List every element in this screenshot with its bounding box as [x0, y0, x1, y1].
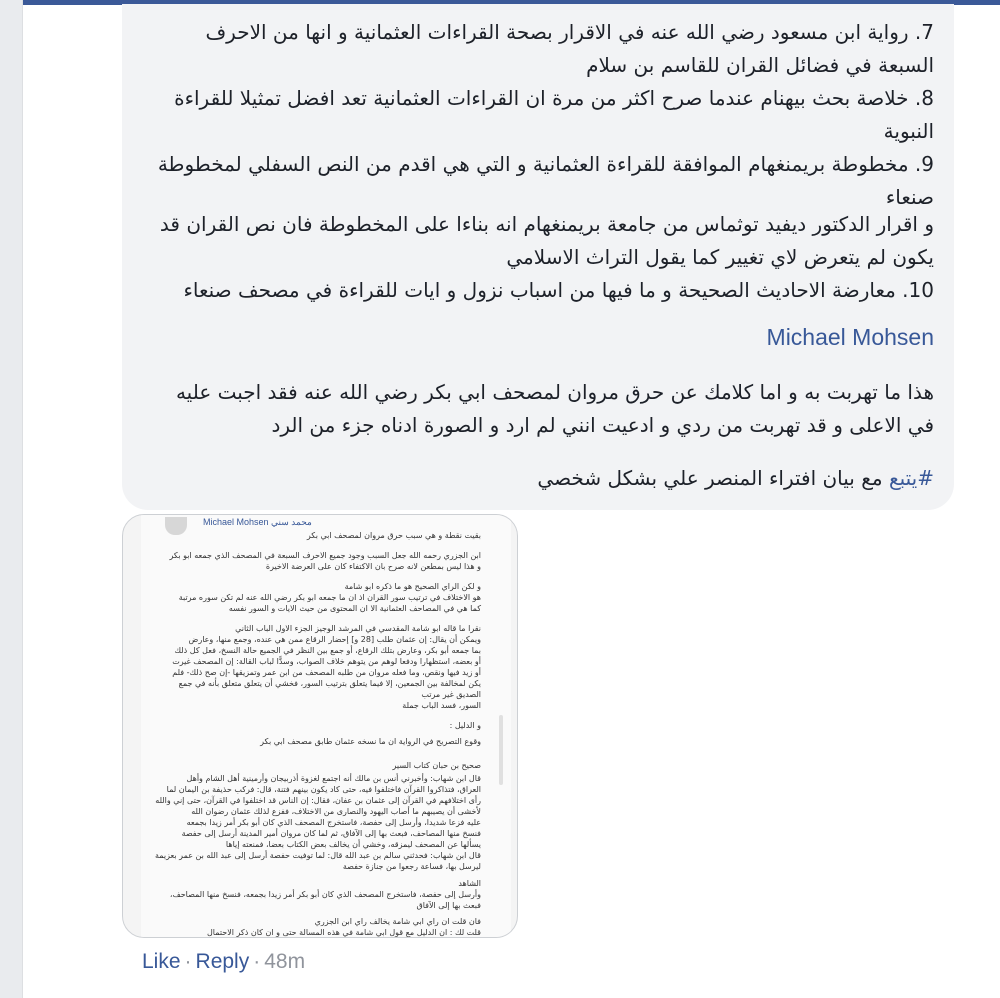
reply-last-line-text: مع بيان افتراء المنصر علي بشكل شخصي	[537, 466, 889, 490]
photo-text-line: لأخشى أن يصيبهم ما أصاب اليهود والنصارى من الاختلاف، ففزع لذلك عثمان رضوان الله	[191, 807, 481, 816]
photo-text-line: الشاهد	[458, 879, 481, 888]
photo-text-line: و لكن الراي الصحيح هو ما ذكره ابو شامة	[344, 582, 481, 591]
comment-actions	[142, 950, 305, 974]
photo-text-line: قال ابن شهاب: فحدثني سالم بن عبد الله قال: لما توفيت حفصة أرسل إلى عبد الله بن عمر بعزيمة	[154, 851, 481, 860]
comment-line: 7. رواية ابن مسعود رضي الله عنه في الاقرار بصحة القراءات العثمانية و انها من الاحرف	[205, 20, 934, 44]
photo-text-line: عليه فزعا شديدا، وأرسل إلى حفصة، فاستخرج المصحف الذي كان أبو بكر أمر زيدا بجمعه	[186, 818, 481, 827]
reply-last-line	[537, 462, 934, 495]
photo-text-line: فبعث بها إلى الآفاق	[416, 901, 481, 910]
photo-text-line: العراق، فتذاكروا القرآن فاختلفوا فيه، حتى كاد يكون بينهم فتنة، قال: فركب حذيفة بن اليمان لما	[166, 785, 481, 794]
attached-photo[interactable]	[122, 514, 518, 938]
photo-text-line: ابن الجزري رحمه الله جعل السبب وجود جميع الاحرف السبعة في المصحف الذي جمعه ابو بكر	[169, 551, 481, 560]
photo-text-line: أو بعضه، استظهارا ودفعا لوهم من يتوهم خلاف الصواب، وسدًّا لباب القالة: إن المصحف غيرت	[172, 657, 481, 666]
photo-scrollbar	[499, 715, 503, 785]
photo-screenshot	[141, 515, 511, 937]
left-rail	[0, 0, 23, 998]
comment-line: 9. مخطوطة بريمنغهام الموافقة للقراءة العثمانية و التي هي اقدم من النص السفلي لمخطوطة	[157, 152, 934, 176]
photo-text-line: وأرسل إلى حفصة، فاستخرج المصحف الذي كان أبو بكر أمر زيدا بجمعه، فنسخ منها المصاحف،	[169, 890, 481, 899]
photo-text-line: يسألها عن المصحف ليمزقه، وخشي أن يخالف بعض الكتاب بعضا، فمنعته إياها	[225, 840, 481, 849]
photo-text-line: الصديق غير مرتب	[421, 690, 481, 699]
photo-text-line: بما جمعه أبو بكر، وعارض بتلك الرقاع، أو جمع بين النظر في الجميع حالة النسخ، فعل كل ذلك	[174, 646, 481, 655]
timestamp-link[interactable]: 48m	[264, 950, 306, 973]
comment-line: 8. خلاصة بحث بيهنام عندما صرح اكثر من مرة ان القراءات العثمانية تعد افضل تمثيلا للقراءة	[174, 86, 934, 110]
like-link[interactable]: Like	[142, 950, 181, 973]
photo-text-line: كما هي في المصاحف العثمانية الا ان المحتوى من حيث الايات و السور نفسه	[228, 604, 481, 613]
reply-line: في الاعلى و قد تهربت من ردي و ادعيت انني لم ارد و الصورة ادناه جزء من الرد	[271, 413, 934, 437]
photo-text-line: السور، فسد الباب جملة	[402, 701, 481, 710]
photo-text-line: صحيح بن حبان كتاب السير	[392, 761, 481, 770]
photo-text-line: فنسخ منها المصاحف، فبعث بها إلى الآفاق، ثم لما كان مروان أمير المدينة أرسل إلى حفصة	[181, 829, 481, 838]
photo-text-line: يكن لمخالفة بين الجمعين، إلا فيما يتعلق بترتيب السور، فخشي أن يتعلق متعلق بأنه في جمع	[178, 679, 481, 688]
reply-author-link[interactable]: Michael Mohsen	[766, 324, 934, 350]
photo-text-line: هو الاختلاف في ترتيب سور القران اذ ان ما جمعه ابو بكر رضي الله عنه لم تكن سوره مرتبة	[178, 593, 481, 602]
photo-text-line: ليرسل بها، فساعة رجعوا من جنازة حفصة	[342, 862, 481, 871]
photo-text-line: وقوع التصريح في الرواية ان ما نسخه عثمان طابق مصحف ابي بكر	[260, 737, 481, 746]
comment-line: النبوية	[883, 119, 934, 143]
photo-text-line: و هذا ليس بمطعن لانه صرح بان الاكتفاء كان على العرضة الاخيرة	[265, 562, 481, 571]
comment-line: صنعاء	[885, 185, 934, 209]
photo-text-line: رأى اختلافهم في القرآن إلى عثمان بن عفان، فقال: إن الناس قد اختلفوا في القرآن، حتى إني والله	[155, 796, 481, 805]
comment-line: يكون لم يتعرض لاي تغيير كما يقول التراث الاسلامي	[506, 245, 934, 269]
comment-line: و اقرار الدكتور ديفيد توثماس من جامعة بريمنغهام انه بناءا على المخطوطة فان نص القران قد	[159, 212, 934, 236]
avatar	[165, 517, 187, 535]
photo-author: Michael Mohsen محمد سني	[203, 517, 312, 527]
separator: ·	[184, 950, 192, 973]
reply-line: هذا ما تهربت به و اما كلامك عن حرق مروان لمصحف ابي بكر رضي الله عنه فقد اجبت عليه	[175, 380, 934, 404]
photo-text-line: أو زيد فيها ونقص، وما فعله مروان من طلبه المصحف من ابن عمر وتمزيقها -إن صح ذلك- فلم	[172, 668, 481, 677]
photo-text-line: و الدليل :	[449, 721, 481, 730]
comment-line: السبعة في فضائل القران للقاسم بن سلام	[586, 53, 934, 77]
photo-text-line: فان قلت ان راي ابي شامة يخالف راي ابن الجزري	[314, 917, 481, 926]
photo-text-line: قلت لك : ان الدليل مع قول ابي شامة في هذه المسالة حتى و ان كان ذكر الاحتمال	[206, 928, 481, 937]
separator: ·	[253, 950, 261, 973]
comment-line: 10. معارضة الاحاديث الصحيحة و ما فيها من اسباب نزول و ايات للقراءة في مصحف صنعاء	[183, 278, 934, 302]
reply-link[interactable]: Reply	[195, 950, 250, 973]
photo-text-line: ويمكن أن يقال: إن عثمان طلب [28 و] إحضار الرقاع ممن هي عنده، وجمع منها، وعارض	[188, 635, 481, 644]
photo-text-line: بقيت نقطة و هي سبب حرق مروان لمصحف ابي بكر	[306, 531, 481, 540]
hashtag-link[interactable]: #يتبع	[888, 466, 934, 490]
photo-text-line: قال ابن شهاب: وأخبرني أنس بن مالك أنه اجتمع لغزوة أذربيجان وأرمينية أهل الشام وأهل	[186, 774, 481, 783]
photo-text-line: نقرا ما قاله ابو شامة المقدسي في المرشد الوجيز الجزء الاول الباب الثاني	[235, 624, 481, 633]
